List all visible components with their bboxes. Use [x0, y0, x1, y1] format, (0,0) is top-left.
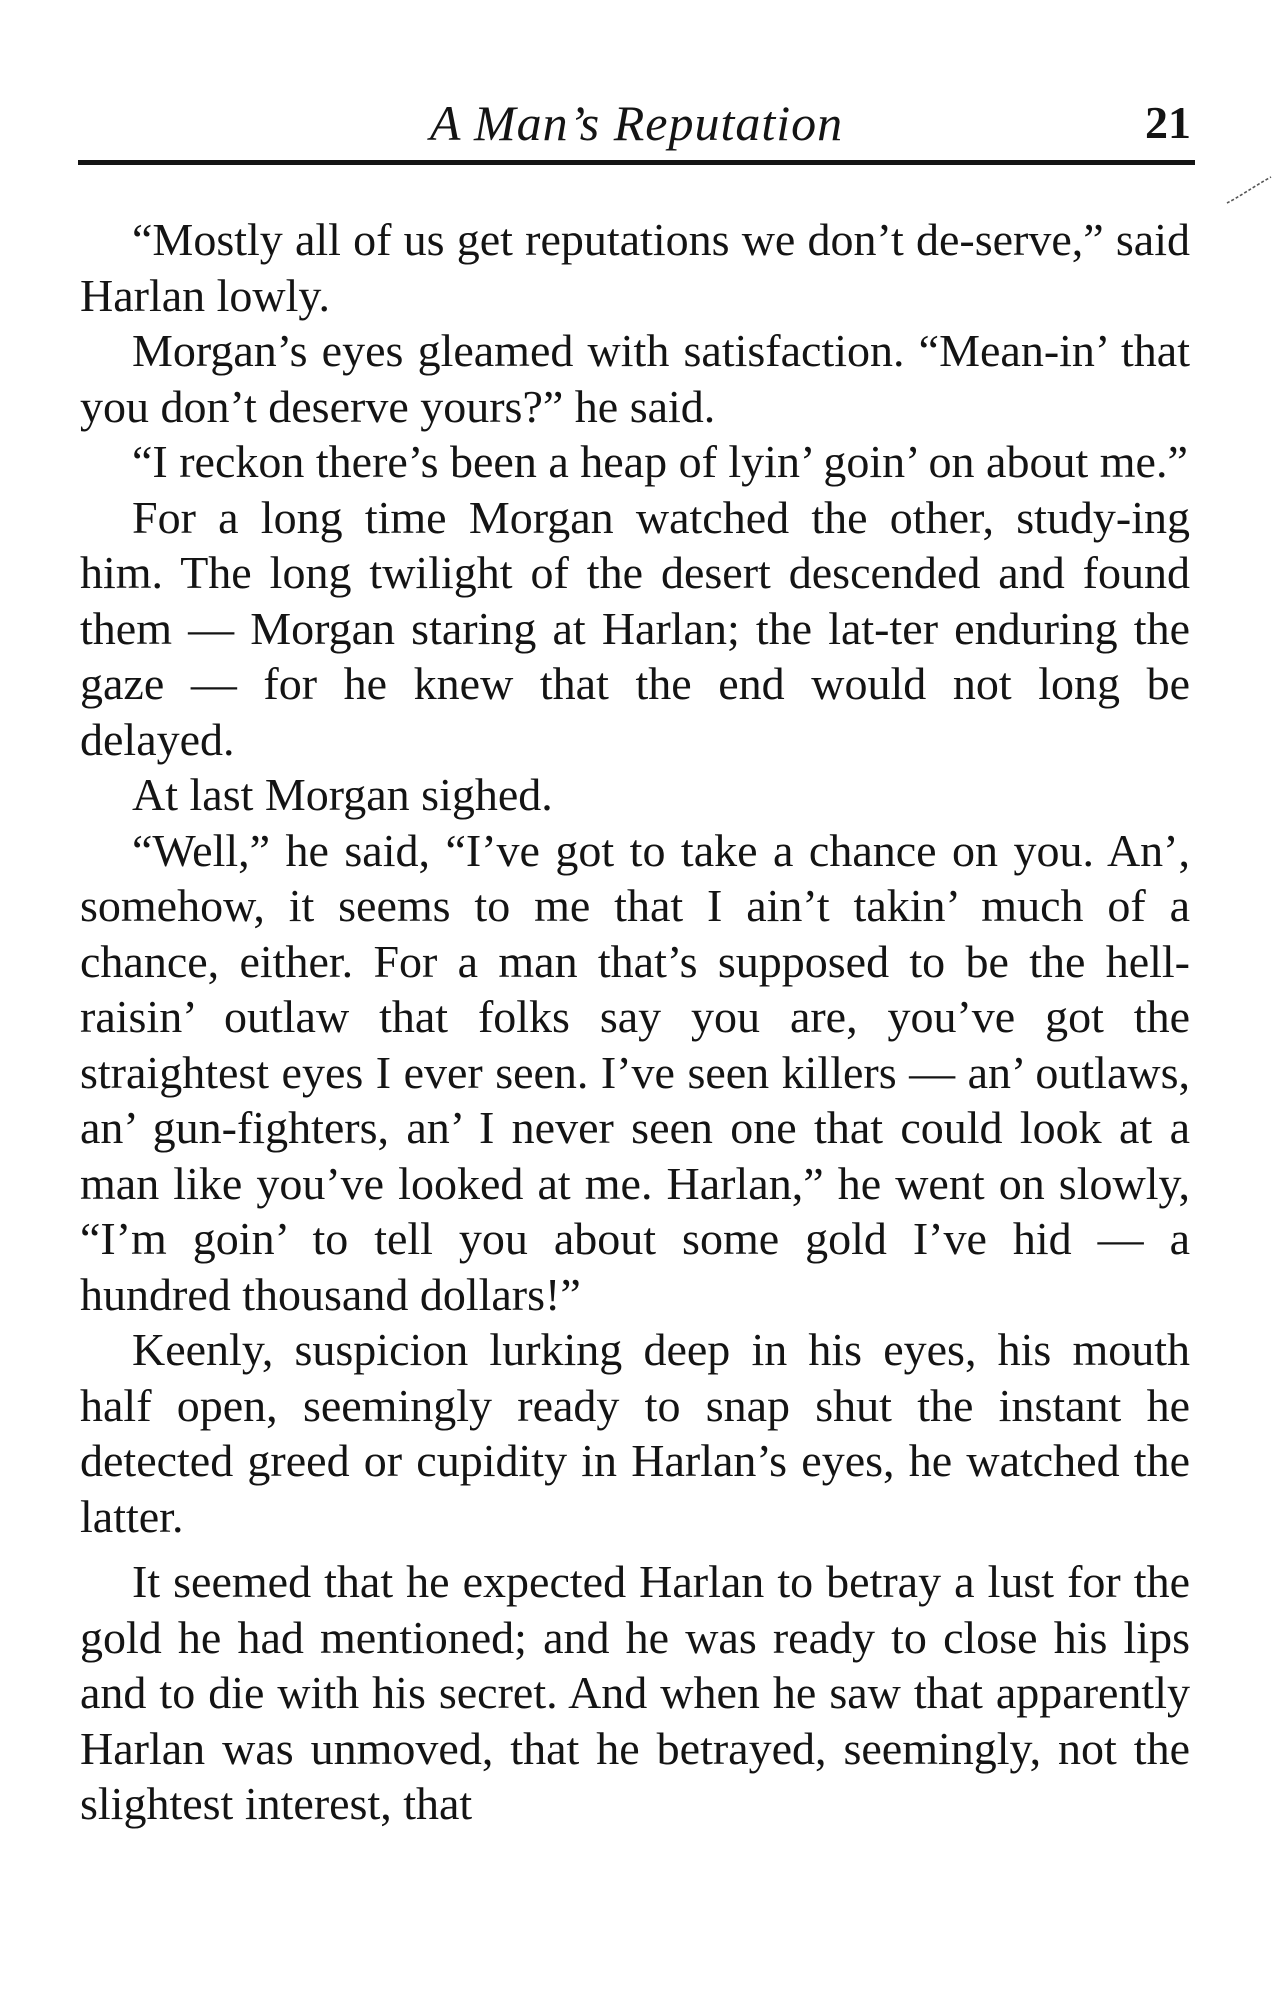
paragraph: At last Morgan sighed.	[132, 769, 553, 820]
paragraph: Keenly, suspicion lurking deep in his eyes, his mouth half open, seemingly ready to snap shut the instant he detected greed or cupidity in Harlan’s eyes, he watched the latter.	[80, 1324, 1190, 1542]
page-number: 21	[1145, 97, 1191, 148]
paragraph: “Well,” he said, “I’ve got to take a chance on you. An’, somehow, it seems to me that I ain’t takin’ much of a chance, either. For a man that’s supposed to be the hell-raisin’ outlaw that folks say you are, you’ve got the straightest eyes I ever seen. I’ve seen killers — an’ outlaws, an’ gun-fighters, an’ I never seen one that could look at a man like you’ve looked at me. Harlan,” he went on slowly, “I’m goin’ to tell you about some gold I’ve hid — a hundred thousand dollars!”	[80, 824, 1190, 1320]
paragraph: “I reckon there’s been a heap of lyin’ goin’ on about me.”	[132, 436, 1188, 487]
stray-pen-mark	[1225, 175, 1273, 205]
paragraph: For a long time Morgan watched the other, study-ing him. The long twilight of the desert descended and found them — Morgan staring at Harlan; the lat-ter enduring the gaze — for he knew that the end would not long be delayed.	[80, 491, 1190, 765]
running-title: A Man’s Reputation	[429, 95, 844, 151]
paragraph: “Mostly all of us get reputations we don’t de-serve,” said Harlan lowly.	[80, 214, 1190, 321]
paragraph: Morgan’s eyes gleamed with satisfaction. “Mean-in’ that you don’t deserve yours?” he said.	[80, 325, 1190, 432]
paragraph: It seemed that he expected Harlan to betray a lust for the gold he had mentioned; and he was ready to close his lips and to die with his secret. And when he saw that apparently Harlan was unmoved, that he betrayed, seemingly, not the slightest interest, that	[80, 1556, 1190, 1829]
page-header	[78, 88, 1195, 158]
body-text	[80, 212, 1190, 1832]
header-rule	[78, 160, 1195, 165]
